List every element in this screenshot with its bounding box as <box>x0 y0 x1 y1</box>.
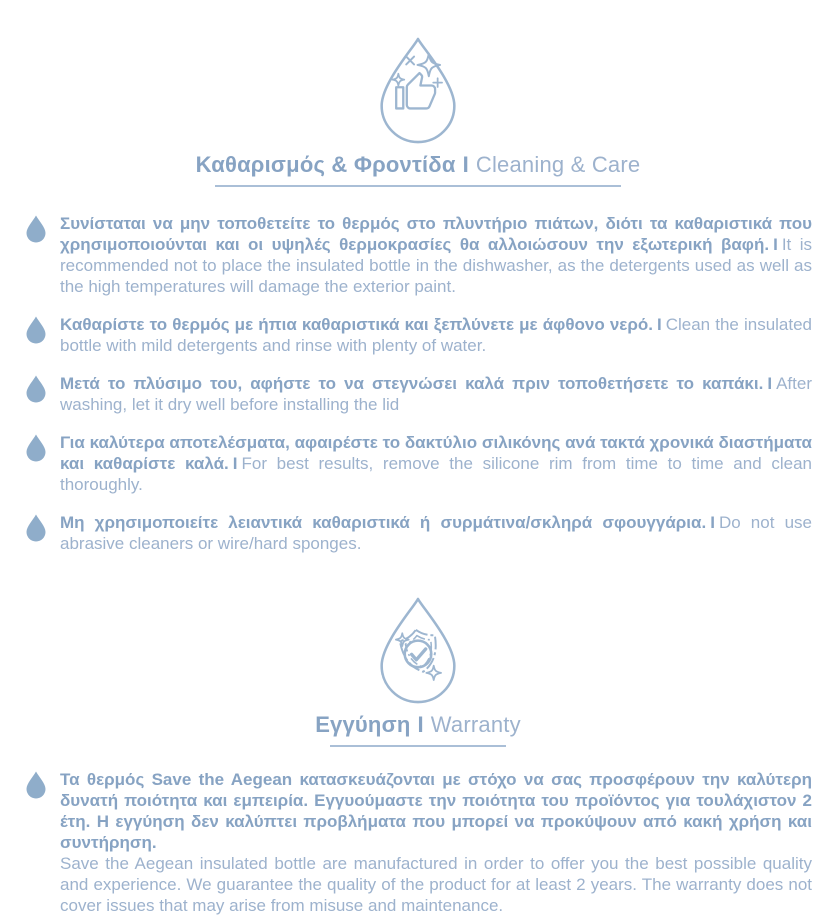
thumbs-up-drop-icon <box>24 34 812 144</box>
bullet-text-greek: Μη χρησιμοποιείτε λειαντικά καθαριστικά ή συρμάτινα/σκληρά σφουγγάρια. <box>60 513 707 532</box>
water-drop-bullet-icon <box>24 513 48 543</box>
bullet-text <box>60 512 812 554</box>
water-drop-bullet-icon <box>24 315 48 345</box>
bullet-separator: Ι <box>232 454 238 473</box>
bullet-text-english: Do not use abrasive cleaners or wire/hard sponges. <box>60 513 812 553</box>
water-drop-bullet-icon <box>24 770 48 800</box>
bullet-text-english: For best results, remove the silicone rim from time to time and clean thoroughly. <box>60 454 812 494</box>
list-item <box>24 314 812 356</box>
bullet-text-greek: Συνίσταται να μην τοποθετείτε το θερμός στο πλυντήριο πιάτων, διότι τα καθαριστικά που χρησιμοποιούνται και οι υψηλές θερμοκρασίες θα αλλοιώσουν την εξωτερική βαφή. <box>60 214 812 254</box>
care-section-header <box>24 34 812 187</box>
list-item <box>24 213 812 297</box>
bullet-text-english: Clean the insulated bottle with mild detergents and rinse with plenty of water. <box>60 315 813 355</box>
warranty-text-english: Save the Aegean insulated bottle are manufactured in order to offer you the best possible quality and experience. We guarantee the quality of the product for at least 2 years. The warranty does not cover issues that may arise from misuse and maintenance. <box>60 854 812 915</box>
water-drop-bullet-icon <box>24 374 48 404</box>
list-item <box>24 373 812 415</box>
shield-check-drop-icon <box>24 594 812 704</box>
list-item <box>24 512 812 554</box>
list-item <box>24 432 812 495</box>
bullet-text <box>60 213 812 297</box>
bullet-text-english: After washing, let it dry well before installing the lid <box>60 374 812 414</box>
water-drop-bullet-icon <box>24 214 48 244</box>
bullet-text-greek: Καθαρίστε το θερμός με ήπια καθαριστικά και ξεπλύνετε με άφθονο νερό. <box>60 315 653 334</box>
bullet-text-english: It is recommended not to place the insulated bottle in the dishwasher, as the detergents used as well as the high temperatures will damage the exterior paint. <box>60 235 812 296</box>
care-title-greek: Καθαρισμός & Φροντίδα <box>195 152 456 177</box>
title-separator: Ι <box>417 712 424 737</box>
shield-check-drop-icon-svg <box>368 594 468 704</box>
water-drop-bullet-icon <box>24 433 48 463</box>
bullet-separator: Ι <box>773 235 778 254</box>
bullet-text <box>60 373 812 415</box>
title-separator: Ι <box>462 152 469 177</box>
warranty-text <box>60 769 812 916</box>
warranty-text-greek: Τα θερμός Save the Aegean κατασκευάζονται με στόχο να σας προσφέρουν την καλύτερη δυνατή ποιότητα και εμπειρία. Εγγυούμαστε την ποιότητα του προϊόντος για τουλάχιστον 2 έτη. Η εγγύηση δεν καλύπτει προβλήματα που μπορεί να προκύψουν από κακή χρήση και συντήρηση. <box>60 770 812 852</box>
warranty-title-greek: Εγγύηση <box>315 712 411 737</box>
bullet-separator: Ι <box>767 374 773 393</box>
care-heading-underline <box>215 185 621 187</box>
warranty-section-title <box>24 712 812 738</box>
thumbs-up-drop-icon-svg <box>368 34 468 144</box>
bullet-text-greek: Για καλύτερα αποτελέσματα, αφαιρέστε το δακτύλιο σιλικόνης ανά τακτά χρονικά διαστήματα και καθαρίστε καλά. <box>60 433 812 473</box>
bullet-separator: Ι <box>656 315 662 334</box>
warranty-heading-underline <box>330 745 506 747</box>
warranty-title-english: Warranty <box>430 712 521 737</box>
bullet-text <box>60 432 812 495</box>
warranty-paragraph <box>24 769 812 916</box>
care-section-title <box>24 152 812 178</box>
care-title-english: Cleaning & Care <box>475 152 641 177</box>
bullet-separator: Ι <box>710 513 715 532</box>
care-and-warranty-page <box>0 34 832 915</box>
bullet-text-greek: Μετά το πλύσιμο του, αφήστε το να στεγνώσει καλά πριν τοποθετήσετε το καπάκι. <box>60 374 764 393</box>
bullet-text <box>60 314 812 356</box>
warranty-section-header <box>24 594 812 747</box>
care-bullet-list <box>24 213 812 554</box>
